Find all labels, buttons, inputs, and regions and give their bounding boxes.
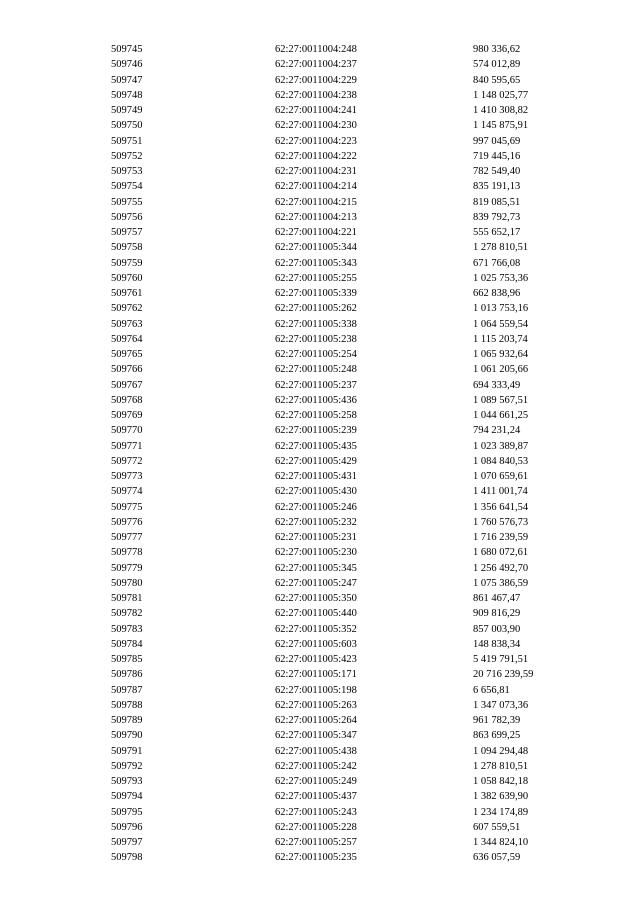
row-number: 509753 [111,166,143,177]
cadastral-value: 1 061 205,66 [473,364,529,376]
cadastral-number: 62:27:0011005:343 [275,257,357,269]
cadastral-number: 62:27:0011005:257 [275,837,357,848]
cadastral-number: 62:27:0011004:248 [275,44,357,55]
cadastral-value: 1 064 559,54 [473,318,529,330]
cadastral-number: 62:27:0011005:440 [275,608,357,620]
cadastral-number: 62:27:0011005:228 [275,821,357,833]
cadastral-number: 62:27:0011005:352 [275,623,357,635]
table-row [0,515,640,530]
cadastral-number: 62:27:0011005:437 [275,791,357,803]
table-row [0,42,640,57]
table-row [0,820,640,835]
table-row [0,530,640,545]
row-number: 509775 [111,501,143,513]
table-row [0,606,640,621]
table-row [0,698,640,713]
table-row [0,561,640,576]
cadastral-number: 62:27:0011005:248 [275,364,357,376]
cadastral-number: 62:27:0011005:238 [275,333,357,345]
row-number: 509772 [111,455,143,467]
cadastral-number: 62:27:0011004:221 [275,227,357,238]
row-number: 509788 [111,699,143,711]
row-number: 509762 [111,303,143,315]
table-row [0,469,640,484]
table-row [0,256,640,271]
table-row [0,240,640,255]
cadastral-value: 1 065 932,64 [473,349,529,360]
row-number: 509755 [111,196,143,208]
table-row [0,271,640,286]
table-row [0,164,640,179]
cadastral-value: 1 716 239,59 [473,532,529,543]
cadastral-value: 857 003,90 [473,623,521,635]
table-row [0,805,640,820]
cadastral-number: 62:27:0011004:241 [275,105,357,116]
cadastral-number: 62:27:0011005:264 [275,715,357,726]
row-number: 509767 [111,379,143,391]
table-row [0,347,640,362]
row-number: 509763 [111,318,143,330]
cadastral-number: 62:27:0011005:262 [275,303,357,315]
cadastral-number: 62:27:0011005:344 [275,242,357,254]
row-number: 509769 [111,410,143,421]
cadastral-value: 819 085,51 [473,196,521,208]
cadastral-value: 694 333,49 [473,379,521,391]
cadastral-value: 5 419 791,51 [473,654,529,665]
table-row [0,149,640,164]
table-row [0,454,640,469]
cadastral-number: 62:27:0011005:339 [275,288,357,299]
row-number: 509760 [111,272,143,284]
row-number: 509749 [111,105,143,116]
row-number: 509791 [111,745,143,757]
cadastral-value: 1 148 025,77 [473,89,529,101]
cadastral-value: 607 559,51 [473,821,521,833]
table-row [0,423,640,438]
cadastral-value: 1 044 661,25 [473,410,529,421]
cadastral-value: 839 792,73 [473,211,521,223]
row-number: 509768 [111,394,143,406]
table-row [0,317,640,332]
table-row [0,57,640,72]
cadastral-value: 840 595,65 [473,74,521,86]
table-row [0,591,640,606]
cadastral-value: 1 278 810,51 [473,760,529,772]
row-number: 509792 [111,760,143,772]
table-row [0,88,640,103]
table-row [0,103,640,118]
cadastral-number: 62:27:0011005:345 [275,562,357,574]
cadastral-number: 62:27:0011005:198 [275,684,357,696]
table-row [0,500,640,515]
cadastral-number: 62:27:0011005:237 [275,379,357,391]
table-row [0,286,640,301]
table-row [0,667,640,682]
table-row [0,408,640,423]
cadastral-value: 980 336,62 [473,44,521,55]
cadastral-value: 1 025 753,36 [473,272,529,284]
table-row [0,118,640,133]
row-number: 509776 [111,516,143,528]
table-row [0,789,640,804]
row-number: 509761 [111,288,143,299]
cadastral-value: 1 094 294,48 [473,745,529,757]
cadastral-value: 1 356 641,54 [473,501,529,513]
cadastral-value: 6 656,81 [473,684,510,696]
cadastral-number: 62:27:0011005:603 [275,638,357,650]
cadastral-value: 1 411 001,74 [473,486,528,498]
table-row [0,576,640,591]
cadastral-number: 62:27:0011004:214 [275,181,357,193]
cadastral-number: 62:27:0011005:431 [275,471,357,482]
cadastral-value: 997 045,69 [473,135,521,147]
cadastral-number: 62:27:0011005:338 [275,318,357,330]
table-row [0,637,640,652]
cadastral-value: 1 023 389,87 [473,440,529,452]
table-row [0,210,640,225]
row-number: 509778 [111,547,143,559]
row-number: 509780 [111,577,143,589]
cadastral-value: 835 191,13 [473,181,521,193]
cadastral-number: 62:27:0011005:436 [275,394,357,406]
table-row [0,835,640,850]
cadastral-value: 1 256 492,70 [473,562,529,574]
table-row [0,225,640,240]
cadastral-value: 1 234 174,89 [473,806,529,818]
cadastral-value: 863 699,25 [473,730,521,742]
cadastral-value: 574 012,89 [473,59,521,71]
table-row [0,179,640,194]
cadastral-value: 636 057,59 [473,852,521,864]
cadastral-value: 1 070 659,61 [473,471,529,482]
row-number: 509779 [111,562,143,574]
cadastral-value: 794 231,24 [473,425,521,437]
row-number: 509752 [111,150,143,162]
cadastral-value: 1 347 073,36 [473,699,529,711]
row-number: 509747 [111,74,143,86]
cadastral-value: 1 344 824,10 [473,837,529,848]
row-number: 509771 [111,440,143,452]
row-number: 509783 [111,623,143,635]
row-number: 509764 [111,333,143,345]
cadastral-value: 555 652,17 [473,227,521,238]
cadastral-number: 62:27:0011005:231 [275,532,357,543]
cadastral-number: 62:27:0011005:239 [275,425,357,437]
cadastral-number: 62:27:0011005:243 [275,806,357,818]
cadastral-number: 62:27:0011005:350 [275,593,357,604]
cadastral-number: 62:27:0011005:230 [275,547,357,559]
cadastral-number: 62:27:0011005:249 [275,776,357,787]
row-number: 509765 [111,349,143,360]
row-number: 509754 [111,181,143,193]
cadastral-value: 1 075 386,59 [473,577,529,589]
cadastral-number: 62:27:0011005:247 [275,577,357,589]
row-number: 509789 [111,715,143,726]
table-row [0,744,640,759]
cadastral-value: 861 467,47 [473,593,521,604]
cadastral-value: 662 838,96 [473,288,521,299]
row-number: 509751 [111,135,143,147]
cadastral-number: 62:27:0011005:263 [275,699,357,711]
row-number: 509784 [111,638,143,650]
row-number: 509745 [111,44,143,55]
cadastral-number: 62:27:0011005:435 [275,440,357,452]
row-number: 509781 [111,593,143,604]
cadastral-value: 1 410 308,82 [473,105,529,116]
table-row [0,759,640,774]
table-row [0,362,640,377]
cadastral-number: 62:27:0011005:347 [275,730,357,742]
cadastral-value: 1 145 875,91 [473,120,529,132]
cadastral-number: 62:27:0011005:423 [275,654,357,665]
row-number: 509786 [111,669,143,681]
cadastral-number: 62:27:0011005:242 [275,760,357,772]
row-number: 509797 [111,837,143,848]
table-row [0,545,640,560]
cadastral-number: 62:27:0011004:223 [275,135,357,147]
table-row [0,393,640,408]
cadastral-value: 1 115 203,74 [473,333,528,345]
row-number: 509756 [111,211,143,223]
table-row [0,683,640,698]
row-number: 509757 [111,227,143,238]
row-number: 509798 [111,852,143,864]
table-row [0,774,640,789]
cadastral-value: 1 084 840,53 [473,455,529,467]
row-number: 509759 [111,257,143,269]
row-number: 509758 [111,242,143,254]
cadastral-value: 1 680 072,61 [473,547,529,559]
cadastral-number: 62:27:0011004:238 [275,89,357,101]
table-row [0,652,640,667]
cadastral-number: 62:27:0011004:215 [275,196,357,208]
cadastral-value: 1 013 753,16 [473,303,529,315]
table-row [0,301,640,316]
row-number: 509790 [111,730,143,742]
cadastral-value-table [0,42,640,866]
cadastral-number: 62:27:0011005:171 [275,669,357,681]
cadastral-number: 62:27:0011005:232 [275,516,357,528]
cadastral-number: 62:27:0011004:229 [275,74,357,86]
row-number: 509793 [111,776,143,787]
row-number: 509796 [111,821,143,833]
cadastral-number: 62:27:0011005:235 [275,852,357,864]
table-row [0,332,640,347]
table-row [0,850,640,865]
row-number: 509748 [111,89,143,101]
cadastral-number: 62:27:0011004:231 [275,166,357,177]
table-row [0,484,640,499]
table-row [0,622,640,637]
cadastral-number: 62:27:0011005:254 [275,349,357,360]
cadastral-number: 62:27:0011004:213 [275,211,357,223]
row-number: 509746 [111,59,143,71]
table-row [0,728,640,743]
cadastral-number: 62:27:0011004:237 [275,59,357,71]
cadastral-number: 62:27:0011005:246 [275,501,357,513]
cadastral-number: 62:27:0011005:438 [275,745,357,757]
table-row [0,195,640,210]
row-number: 509787 [111,684,143,696]
row-number: 509782 [111,608,143,620]
row-number: 509795 [111,806,143,818]
cadastral-number: 62:27:0011005:430 [275,486,357,498]
cadastral-number: 62:27:0011005:429 [275,455,357,467]
table-row [0,134,640,149]
cadastral-value: 782 549,40 [473,166,521,177]
table-row [0,439,640,454]
cadastral-value: 20 716 239,59 [473,669,534,681]
row-number: 509777 [111,532,143,543]
row-number: 509774 [111,486,143,498]
cadastral-value: 1 058 842,18 [473,776,529,787]
cadastral-value: 961 782,39 [473,715,521,726]
cadastral-value: 1 278 810,51 [473,242,529,254]
cadastral-value: 909 816,29 [473,608,521,620]
row-number: 509750 [111,120,143,132]
row-number: 509785 [111,654,143,665]
cadastral-value: 719 445,16 [473,150,521,162]
row-number: 509794 [111,791,143,803]
cadastral-value: 671 766,08 [473,257,521,269]
cadastral-number: 62:27:0011004:230 [275,120,357,132]
table-row [0,713,640,728]
table-row [0,378,640,393]
cadastral-number: 62:27:0011005:255 [275,272,357,284]
row-number: 509766 [111,364,143,376]
row-number: 509770 [111,425,143,437]
cadastral-number: 62:27:0011005:258 [275,410,357,421]
row-number: 509773 [111,471,143,482]
cadastral-number: 62:27:0011004:222 [275,150,357,162]
cadastral-value: 1 760 576,73 [473,516,529,528]
cadastral-value: 1 382 639,90 [473,791,529,803]
table-row [0,73,640,88]
cadastral-value: 148 838,34 [473,638,521,650]
cadastral-value: 1 089 567,51 [473,394,529,406]
